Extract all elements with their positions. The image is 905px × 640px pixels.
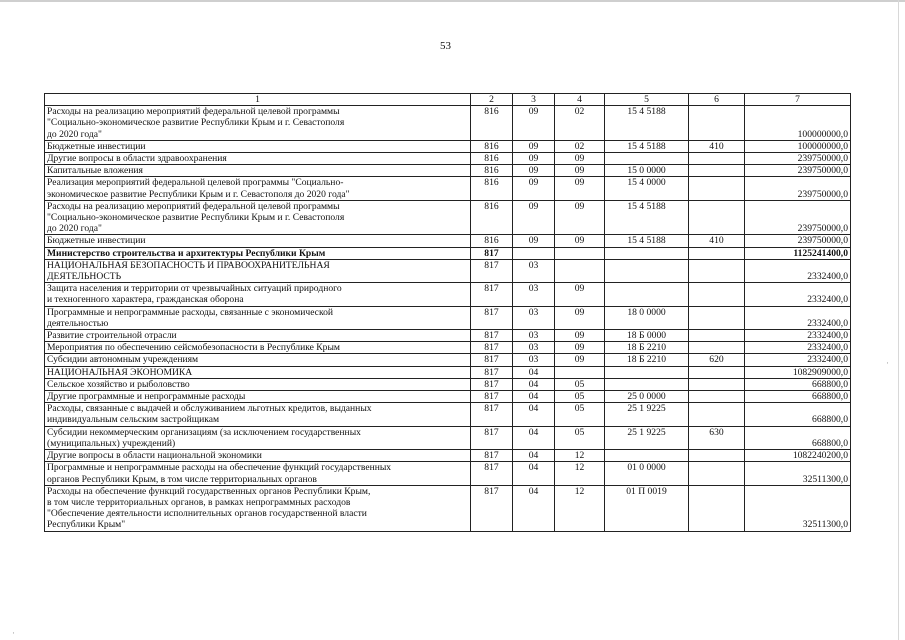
row-section-cell: 03 [513, 354, 555, 366]
row-target-article-cell: 18 0 0000 [605, 306, 689, 329]
row-expense-type-cell [689, 200, 745, 235]
table-row [45, 485, 851, 531]
header-cell-4: 4 [555, 94, 605, 106]
row-admin-code-cell: 817 [471, 450, 513, 462]
row-amount-cell: 239750000,0 [745, 153, 851, 165]
table-row [45, 403, 851, 426]
row-section-cell: 09 [513, 200, 555, 235]
row-amount-cell: 239750000,0 [745, 235, 851, 247]
row-expense-type-cell [689, 165, 745, 177]
row-subsection-cell: 09 [555, 283, 605, 306]
row-amount-cell: 32511300,0 [745, 462, 851, 485]
row-admin-code-cell: 817 [471, 426, 513, 449]
table-row [45, 366, 851, 378]
row-target-article-cell [605, 153, 689, 165]
row-amount-cell: 100000000,0 [745, 140, 851, 152]
row-section-cell: 03 [513, 306, 555, 329]
row-admin-code-cell: 817 [471, 259, 513, 282]
row-section-cell: 04 [513, 450, 555, 462]
row-amount-cell: 668800,0 [745, 426, 851, 449]
table-row [45, 306, 851, 329]
table-row [45, 259, 851, 282]
row-target-article-cell [605, 283, 689, 306]
row-section-cell: 03 [513, 283, 555, 306]
row-subsection-cell: 05 [555, 426, 605, 449]
header-cell-3: 3 [513, 94, 555, 106]
row-admin-code-cell: 817 [471, 306, 513, 329]
row-admin-code-cell: 817 [471, 342, 513, 354]
table-row [45, 177, 851, 200]
header-row [45, 94, 851, 106]
row-section-cell: 04 [513, 378, 555, 390]
row-name-cell: НАЦИОНАЛЬНАЯ БЕЗОПАСНОСТЬ И ПРАВООХРАНИТЕЛЬНАЯ ДЕЯТЕЛЬНОСТЬ [45, 259, 471, 282]
table-row [45, 378, 851, 390]
row-subsection-cell: 09 [555, 330, 605, 342]
row-target-article-cell: 18 Б 2210 [605, 354, 689, 366]
row-admin-code-cell: 816 [471, 140, 513, 152]
row-admin-code-cell: 816 [471, 165, 513, 177]
row-amount-cell: 32511300,0 [745, 485, 851, 531]
row-subsection-cell: 09 [555, 165, 605, 177]
row-amount-cell: 1082240200,0 [745, 450, 851, 462]
header-cell-7: 7 [745, 94, 851, 106]
row-name-cell: Программные и непрограммные расходы на обеспечение функций государственных органов Республики Крым, в том числе территориальных органов [45, 462, 471, 485]
row-expense-type-cell [689, 283, 745, 306]
row-expense-type-cell [689, 177, 745, 200]
row-target-article-cell: 25 1 9225 [605, 426, 689, 449]
table-row [45, 342, 851, 354]
row-section-cell: 03 [513, 330, 555, 342]
row-target-article-cell: 25 1 9225 [605, 403, 689, 426]
row-section-cell: 04 [513, 366, 555, 378]
row-subsection-cell: 02 [555, 106, 605, 141]
row-target-article-cell: 25 0 0000 [605, 391, 689, 403]
row-target-article-cell: 15 4 5188 [605, 235, 689, 247]
row-section-cell: 04 [513, 485, 555, 531]
row-admin-code-cell: 817 [471, 485, 513, 531]
row-amount-cell: 2332400,0 [745, 306, 851, 329]
row-name-cell: Расходы на реализацию мероприятий федеральной целевой программы "Социально-экономическое развитие Республики Крым и г. Севастополя до 2020 года" [45, 106, 471, 141]
row-admin-code-cell: 817 [471, 247, 513, 259]
row-subsection-cell: 09 [555, 354, 605, 366]
row-amount-cell: 239750000,0 [745, 165, 851, 177]
row-amount-cell: 100000000,0 [745, 106, 851, 141]
row-name-cell: НАЦИОНАЛЬНАЯ ЭКОНОМИКА [45, 366, 471, 378]
row-expense-type-cell [689, 378, 745, 390]
row-admin-code-cell: 816 [471, 106, 513, 141]
row-target-article-cell: 18 Б 0000 [605, 330, 689, 342]
row-expense-type-cell [689, 450, 745, 462]
row-amount-cell: 239750000,0 [745, 177, 851, 200]
row-name-cell: Другие вопросы в области национальной экономики [45, 450, 471, 462]
row-name-cell: Бюджетные инвестиции [45, 235, 471, 247]
row-name-cell: Другие вопросы в области здравоохранения [45, 153, 471, 165]
row-subsection-cell: 12 [555, 485, 605, 531]
row-section-cell: 04 [513, 426, 555, 449]
row-expense-type-cell [689, 366, 745, 378]
row-subsection-cell [555, 247, 605, 259]
row-section-cell: 09 [513, 177, 555, 200]
row-expense-type-cell [689, 259, 745, 282]
row-target-article-cell: 18 Б 2210 [605, 342, 689, 354]
margin-mark-bottom: · [12, 628, 15, 638]
row-section-cell: 09 [513, 140, 555, 152]
row-section-cell [513, 247, 555, 259]
row-section-cell: 09 [513, 235, 555, 247]
row-admin-code-cell: 816 [471, 200, 513, 235]
row-section-cell: 03 [513, 342, 555, 354]
row-admin-code-cell: 817 [471, 366, 513, 378]
table-row [45, 106, 851, 141]
row-amount-cell: 1082909000,0 [745, 366, 851, 378]
table-row [45, 165, 851, 177]
row-expense-type-cell [689, 106, 745, 141]
row-amount-cell: 2332400,0 [745, 354, 851, 366]
table-row [45, 391, 851, 403]
header-cell-6: 6 [689, 94, 745, 106]
row-subsection-cell [555, 259, 605, 282]
row-section-cell: 04 [513, 462, 555, 485]
table-row [45, 426, 851, 449]
row-name-cell: Бюджетные инвестиции [45, 140, 471, 152]
row-target-article-cell [605, 247, 689, 259]
row-name-cell: Развитие строительной отрасли [45, 330, 471, 342]
row-target-article-cell [605, 366, 689, 378]
row-name-cell: Мероприятия по обеспечению сейсмобезопасности в Республике Крым [45, 342, 471, 354]
table-row [45, 354, 851, 366]
row-amount-cell: 668800,0 [745, 391, 851, 403]
row-amount-cell: 668800,0 [745, 403, 851, 426]
row-admin-code-cell: 816 [471, 153, 513, 165]
row-expense-type-cell [689, 306, 745, 329]
row-subsection-cell: 05 [555, 378, 605, 390]
row-target-article-cell: 01 0 0000 [605, 462, 689, 485]
row-target-article-cell: 01 П 0019 [605, 485, 689, 531]
row-name-cell: Расходы, связанные с выдачей и обслуживанием льготных кредитов, выданных индивидуальным сельским застройщикам [45, 403, 471, 426]
budget-table [44, 93, 851, 532]
row-section-cell: 09 [513, 153, 555, 165]
row-subsection-cell: 02 [555, 140, 605, 152]
row-target-article-cell: 15 4 0000 [605, 177, 689, 200]
row-admin-code-cell: 817 [471, 378, 513, 390]
table-row [45, 153, 851, 165]
row-name-cell: Капитальные вложения [45, 165, 471, 177]
row-section-cell: 04 [513, 391, 555, 403]
row-name-cell: Расходы на обеспечение функций государственных органов Республики Крым, в том числе территориальных органов, в рамках непрограммных расходов "Обеспечение деятельности исполнительных органов государственной власти Республики Крым" [45, 485, 471, 531]
row-target-article-cell: 15 4 5188 [605, 200, 689, 235]
row-subsection-cell: 09 [555, 306, 605, 329]
table-row [45, 462, 851, 485]
row-subsection-cell: 09 [555, 153, 605, 165]
row-subsection-cell: 05 [555, 391, 605, 403]
row-target-article-cell: 15 4 5188 [605, 106, 689, 141]
row-target-article-cell: 15 0 0000 [605, 165, 689, 177]
row-section-cell: 09 [513, 165, 555, 177]
row-subsection-cell: 09 [555, 235, 605, 247]
row-subsection-cell: 12 [555, 450, 605, 462]
row-subsection-cell: 09 [555, 177, 605, 200]
table-row [45, 235, 851, 247]
table-row [45, 140, 851, 152]
row-expense-type-cell [689, 403, 745, 426]
row-target-article-cell [605, 378, 689, 390]
row-expense-type-cell: 410 [689, 235, 745, 247]
page-top-edge [0, 0, 905, 2]
row-amount-cell: 2332400,0 [745, 330, 851, 342]
row-name-cell: Другие программные и непрограммные расходы [45, 391, 471, 403]
row-amount-cell: 1125241400,0 [745, 247, 851, 259]
row-name-cell: Защита населения и территории от чрезвычайных ситуаций природного и техногенного характера, гражданская оборона [45, 283, 471, 306]
row-admin-code-cell: 816 [471, 177, 513, 200]
row-name-cell: Субсидии автономным учреждениям [45, 354, 471, 366]
header-cell-1: 1 [45, 94, 471, 106]
table-row [45, 247, 851, 259]
table-row [45, 283, 851, 306]
table-row [45, 330, 851, 342]
row-name-cell: Расходы на реализацию мероприятий федеральной целевой программы "Социально-экономическое развитие Республики Крым и г. Севастополя до 2020 года" [45, 200, 471, 235]
row-admin-code-cell: 817 [471, 354, 513, 366]
page-number: 53 [440, 40, 451, 52]
row-name-cell: Реализация мероприятий федеральной целевой программы "Социально- экономическое развитие Республики Крым и г. Севастополя до 2020 года" [45, 177, 471, 200]
row-admin-code-cell: 817 [471, 403, 513, 426]
row-admin-code-cell: 817 [471, 283, 513, 306]
row-subsection-cell: 05 [555, 403, 605, 426]
row-name-cell: Субсидии некоммерческим организациям (за исключением государственных (муниципальных) учреждений) [45, 426, 471, 449]
row-name-cell: Программные и непрограммные расходы, связанные с экономической деятельностью [45, 306, 471, 329]
row-admin-code-cell: 817 [471, 330, 513, 342]
row-expense-type-cell [689, 153, 745, 165]
header-cell-2: 2 [471, 94, 513, 106]
row-subsection-cell [555, 366, 605, 378]
table-body [45, 94, 851, 532]
row-subsection-cell: 09 [555, 200, 605, 235]
table-row [45, 200, 851, 235]
row-subsection-cell: 12 [555, 462, 605, 485]
row-amount-cell: 2332400,0 [745, 342, 851, 354]
row-section-cell: 09 [513, 106, 555, 141]
row-admin-code-cell: 817 [471, 462, 513, 485]
row-admin-code-cell: 816 [471, 235, 513, 247]
row-target-article-cell [605, 259, 689, 282]
row-expense-type-cell [689, 391, 745, 403]
header-cell-5: 5 [605, 94, 689, 106]
row-amount-cell: 2332400,0 [745, 259, 851, 282]
row-admin-code-cell: 817 [471, 391, 513, 403]
row-expense-type-cell [689, 330, 745, 342]
row-expense-type-cell [689, 462, 745, 485]
row-expense-type-cell: 630 [689, 426, 745, 449]
row-expense-type-cell [689, 342, 745, 354]
table-row [45, 450, 851, 462]
row-target-article-cell [605, 450, 689, 462]
row-expense-type-cell: 620 [689, 354, 745, 366]
row-subsection-cell: 09 [555, 342, 605, 354]
page-right-edge [898, 0, 899, 640]
row-amount-cell: 2332400,0 [745, 283, 851, 306]
row-name-cell: Сельское хозяйство и рыболовство [45, 378, 471, 390]
row-amount-cell: 668800,0 [745, 378, 851, 390]
margin-mark: · [886, 358, 889, 368]
row-name-cell: Министерство строительства и архитектуры Республики Крым [45, 247, 471, 259]
row-section-cell: 03 [513, 259, 555, 282]
row-amount-cell: 239750000,0 [745, 200, 851, 235]
row-target-article-cell: 15 4 5188 [605, 140, 689, 152]
row-expense-type-cell [689, 485, 745, 531]
row-expense-type-cell [689, 247, 745, 259]
row-expense-type-cell: 410 [689, 140, 745, 152]
row-section-cell: 04 [513, 403, 555, 426]
